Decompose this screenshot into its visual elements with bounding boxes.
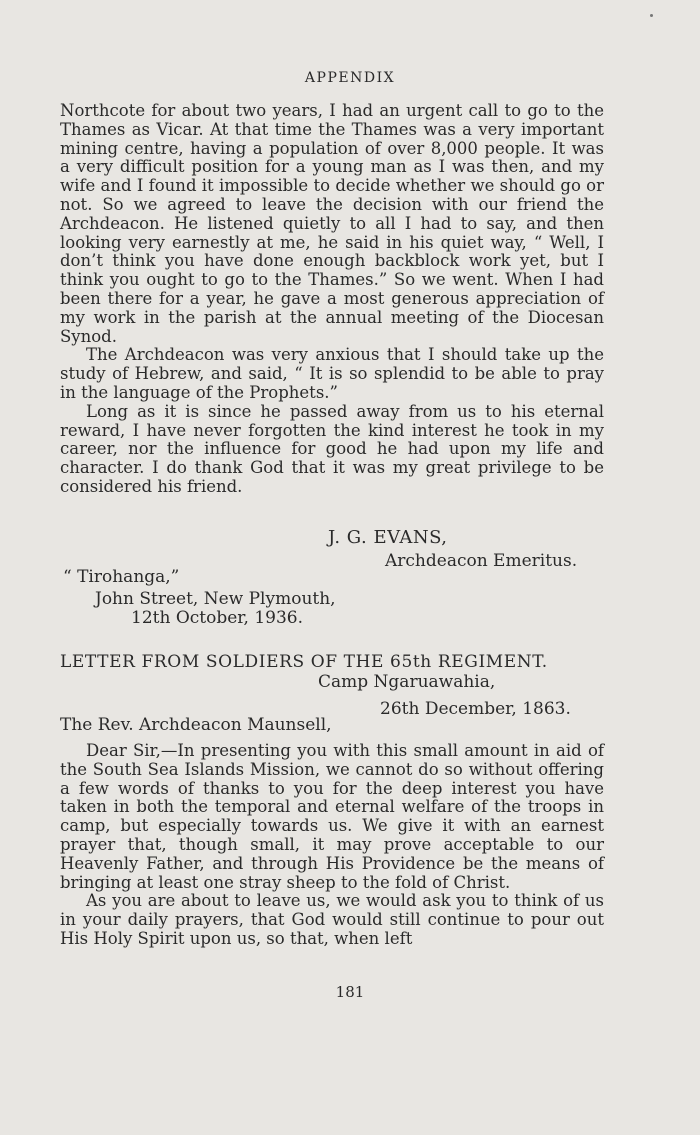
reminiscence-text <box>60 102 604 497</box>
page-number: 181 <box>335 983 365 1001</box>
address-date: 12th October, 1936. <box>131 608 304 628</box>
running-head: APPENDIX <box>304 70 396 86</box>
letter-camp: Camp Ngaruawahia, <box>318 672 496 692</box>
letter-date: 26th December, 1863. <box>380 699 571 719</box>
letter-salutation: The Rev. Archdeacon Maunsell, <box>60 715 332 735</box>
letter-heading: LETTER FROM SOLDIERS OF THE 65th REGIMENT. <box>60 652 548 672</box>
signature-title: Archdeacon Emeritus. <box>385 551 578 571</box>
paragraph: As you are about to leave us, we would ask you to think of us in your daily prayers, that God would still continue to pour out His Holy Spirit upon us, so that, when left <box>60 891 604 948</box>
paragraph: Long as it is since he passed away from us to his eternal reward, I have never forgotten the kind interest he took in my career, nor the influence for good he had upon my life and character. I do thank God that it was my great privilege to be considered his friend. <box>60 401 604 496</box>
paragraph: Northcote for about two years, I had an urgent call to go to the Thames as Vicar. At that time the Thames was a very important mining centre, having a population of over 8,000 people. It was a very difficult position for a young man as I was then, and my wife and I found it impossible to decide whether we should go or not. So we agreed to leave the decision with our friend the Archdeacon. He listened quietly to all I had to say, and then looking very earnestly at me, he said in his quiet way, “ Well, I don’t think you have done enough backblock work yet, but I think you ought to go to the Thames.” So we went. When I had been there for a year, he gave a most generous appreciation of my work in the parish at the annual meeting of the Diocesan Synod. <box>60 101 604 346</box>
paper-speck <box>650 14 653 17</box>
paragraph: The Archdeacon was very anxious that I should take up the study of Hebrew, and said, “ It is so splendid to be able to pray in the language of the Prophets.” <box>60 345 604 402</box>
letter-body <box>60 742 604 949</box>
signature-name: J. G. EVANS, <box>328 527 448 548</box>
paragraph: Dear Sir,—In presenting you with this small amount in aid of the South Sea Islands Mission, we cannot do so without offering a few words of thanks to you for the deep interest you have taken in both the temporal and eternal welfare of the troops in camp, but especially towards us. We give it with an earnest prayer that, though small, it may prove acceptable to our Heavenly Father, and through His Providence be the means of bringing at least one stray sheep to the fold of Christ. <box>60 741 604 892</box>
address-street: John Street, New Plymouth, <box>95 589 336 609</box>
address-house: “ Tirohanga,” <box>63 567 180 587</box>
